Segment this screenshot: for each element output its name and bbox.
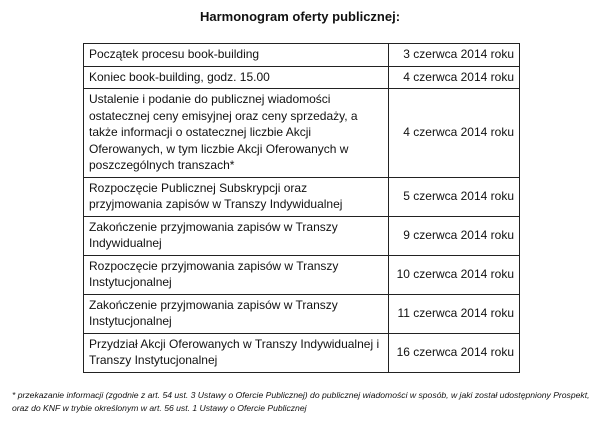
table-row [84, 44, 520, 67]
date-cell: 11 czerwca 2014 roku [389, 294, 520, 333]
event-cell: Koniec book-building, godz. 15.00 [84, 66, 389, 89]
date-cell: 9 czerwca 2014 roku [389, 216, 520, 255]
event-cell: Przydział Akcji Oferowanych w Transzy Indywidualnej i Transzy Instytucjonalnej [84, 333, 389, 372]
date-cell: 4 czerwca 2014 roku [389, 89, 520, 178]
footnote: * przekazanie informacji (zgodnie z art. 54 ust. 3 Ustawy o Ofercie Publicznej) do publicznej wiadomości w sposób, w jaki został udostępniony Prospekt, oraz do KNF w trybie określonym w art. 56 ust. 1 Ustawy o Ofercie Publicznej [12, 390, 590, 413]
schedule-table [83, 43, 520, 373]
date-cell: 3 czerwca 2014 roku [389, 44, 520, 67]
table-row [84, 89, 520, 178]
date-cell: 4 czerwca 2014 roku [389, 66, 520, 89]
table-row [84, 255, 520, 294]
event-cell: Rozpoczęcie Publicznej Subskrypcji oraz przyjmowania zapisów w Transzy Indywidualnej [84, 177, 389, 216]
date-cell: 5 czerwca 2014 roku [389, 177, 520, 216]
event-cell: Początek procesu book-building [84, 44, 389, 67]
table-row [84, 177, 520, 216]
event-cell: Zakończenie przyjmowania zapisów w Transzy Instytucjonalnej [84, 294, 389, 333]
table-row [84, 294, 520, 333]
table-row [84, 333, 520, 372]
document-title: Harmonogram oferty publicznej: [199, 9, 401, 24]
event-cell: Zakończenie przyjmowania zapisów w Transzy Indywidualnej [84, 216, 389, 255]
table-row [84, 216, 520, 255]
date-cell: 10 czerwca 2014 roku [389, 255, 520, 294]
event-cell: Rozpoczęcie przyjmowania zapisów w Transzy Instytucjonalnej [84, 255, 389, 294]
date-cell: 16 czerwca 2014 roku [389, 333, 520, 372]
table-row [84, 66, 520, 89]
event-cell: Ustalenie i podanie do publicznej wiadomości ostatecznej ceny emisyjnej oraz ceny sprzedaży, a także informacji o ostatecznej liczbie Akcji Oferowanych, w tym liczbie Akcji Oferowanych w poszczególnych transzach* [84, 89, 389, 178]
